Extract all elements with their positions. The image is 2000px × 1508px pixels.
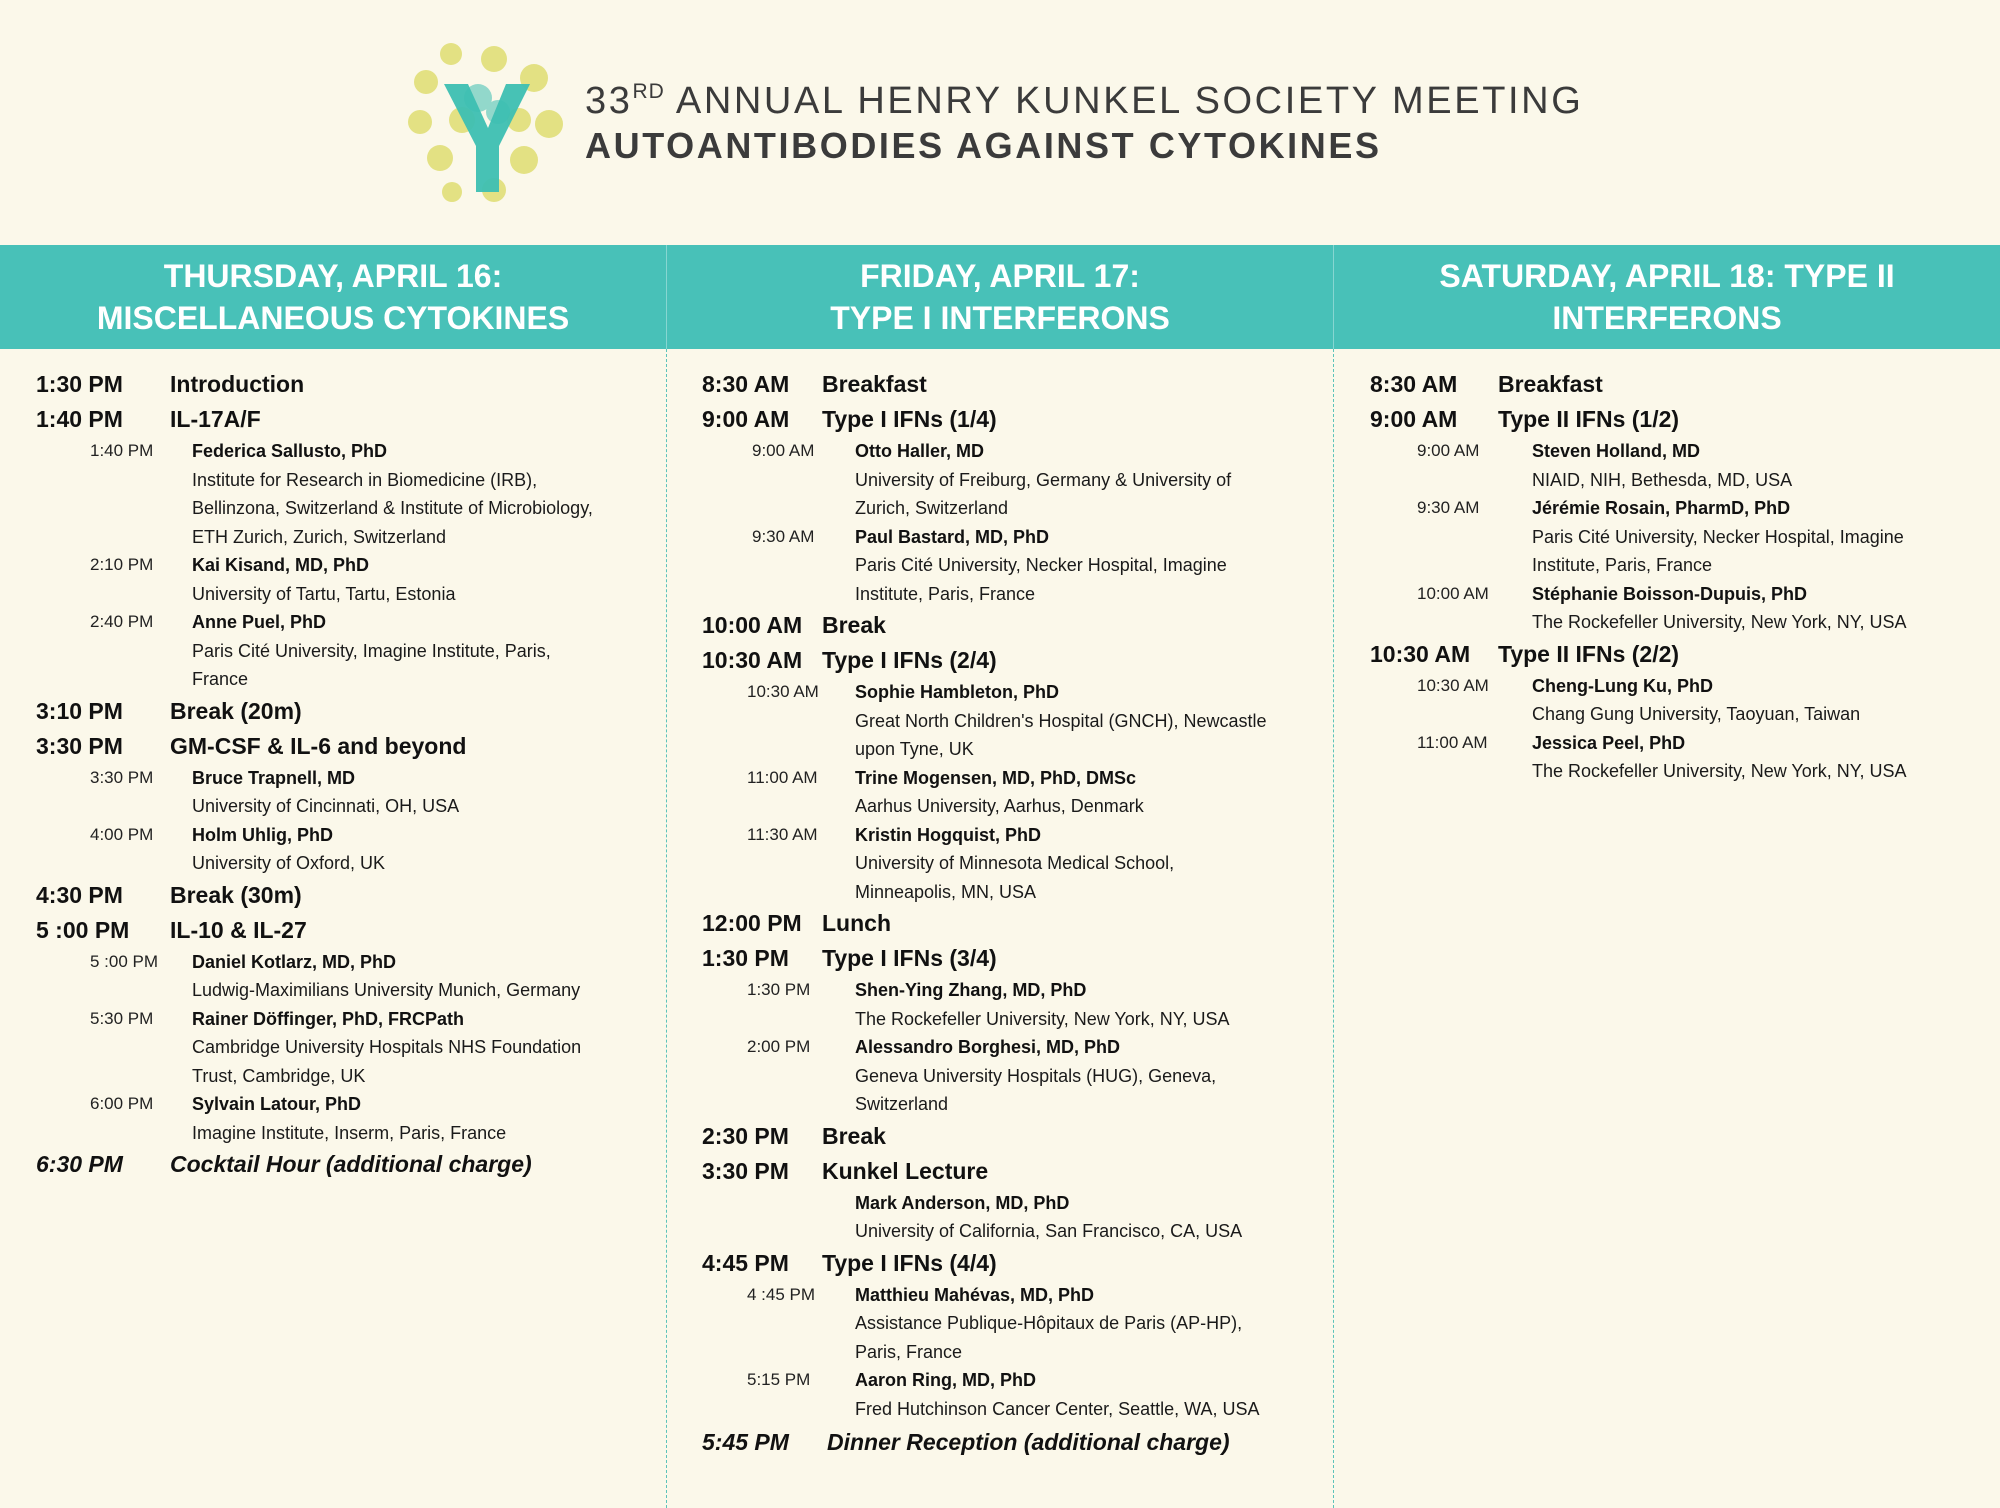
talk-row xyxy=(702,1281,1322,1367)
speaker-name: Matthieu Mahévas, MD, PhD xyxy=(855,1284,1095,1305)
session-title: Type II IFNs (1/2) xyxy=(1498,406,1680,432)
speaker-affiliation: University of Tartu, Tartu, Estonia xyxy=(192,583,456,604)
talk-time: 2:00 PM xyxy=(747,1037,811,1056)
speaker-affiliation: The Rockefeller University, New York, NY, USA xyxy=(855,1008,1230,1029)
session-title: Kunkel Lecture xyxy=(822,1157,989,1184)
talk-row xyxy=(702,1189,1322,1246)
speaker-name: Alessandro Borghesi, MD, PhD xyxy=(855,1037,1121,1057)
session-row xyxy=(702,1119,1322,1154)
speaker-affiliation: Fred Hutchinson Cancer Center, Seattle, WA, USA xyxy=(855,1398,1260,1419)
speaker-affiliation: Great North Children's Hospital (GNCH), Newcastle upon Tyne, UK xyxy=(855,710,1267,759)
talk-time: 10:30 AM xyxy=(747,682,819,701)
meeting-title-text: ANNUAL HENRY KUNKEL SOCIETY MEETING xyxy=(664,80,1584,122)
session-row xyxy=(702,1425,1322,1460)
session-row xyxy=(36,913,656,948)
session-row xyxy=(702,1154,1322,1189)
session-title: Cocktail Hour (additional charge) xyxy=(170,1151,532,1177)
session-time: 2:30 PM xyxy=(702,1122,789,1149)
session-row xyxy=(702,941,1322,976)
day-header-line1: FRIDAY, APRIL 17: xyxy=(860,258,1140,294)
talk-time: 5:15 PM xyxy=(747,1370,811,1389)
session-title: Breakfast xyxy=(822,371,927,397)
session-title: Dinner Reception (additional charge) xyxy=(827,1429,1230,1455)
session-row xyxy=(36,878,656,913)
session-row xyxy=(702,402,1322,437)
session-time: 9:00 AM xyxy=(1370,406,1458,432)
session-title: Type II IFNs (2/2) xyxy=(1498,640,1680,667)
speaker-name: Jérémie Rosain, PharmD, PhD xyxy=(1532,498,1791,518)
speaker-name: Sylvain Latour, PhD xyxy=(192,1094,362,1114)
speaker-affiliation: Cambridge University Hospitals NHS Foundation Trust, Cambridge, UK xyxy=(192,1037,582,1086)
session-title: Breakfast xyxy=(1498,371,1603,397)
speaker-name: Kai Kisand, MD, PhD xyxy=(192,555,370,575)
talk-time: 11:30 AM xyxy=(747,824,818,844)
session-time: 10:30 AM xyxy=(702,647,803,673)
session-title: IL-10 & IL-27 xyxy=(170,916,307,943)
speaker-affiliation: The Rockefeller University, New York, NY, USA xyxy=(1532,612,1907,632)
friday-column xyxy=(666,349,1333,1508)
meeting-title xyxy=(585,80,1583,123)
session-title: Type I IFNs (1/4) xyxy=(822,406,997,432)
talk-time: 5 :00 PM xyxy=(90,951,159,971)
session-time: 10:00 AM xyxy=(702,612,803,638)
session-row xyxy=(702,608,1322,643)
speaker-name: Bruce Trapnell, MD xyxy=(192,767,356,788)
talk-row xyxy=(1370,729,1990,786)
session-time: 5 :00 PM xyxy=(36,916,130,943)
speaker-affiliation: NIAID, NIH, Bethesda, MD, USA xyxy=(1532,469,1793,490)
speaker-name: Federica Sallusto, PhD xyxy=(192,441,388,461)
session-time: 4:30 PM xyxy=(36,881,123,908)
talk-time: 11:00 AM xyxy=(747,767,818,787)
session-row xyxy=(36,1147,656,1182)
session-title: Break xyxy=(822,612,886,638)
talk-time: 10:00 AM xyxy=(1417,583,1489,603)
session-row xyxy=(702,1246,1322,1281)
session-title: GM-CSF & IL-6 and beyond xyxy=(170,732,467,759)
speaker-name: Rainer Döffinger, PhD, FRCPath xyxy=(192,1008,465,1029)
talk-row xyxy=(702,764,1322,821)
edition-suffix: RD xyxy=(632,80,665,103)
day-header-thursday xyxy=(0,245,666,349)
session-time: 12:00 PM xyxy=(702,910,802,936)
day-header-line2: TYPE I INTERFERONS xyxy=(830,300,1170,336)
speaker-name: Aaron Ring, MD, PhD xyxy=(855,1370,1036,1390)
session-row xyxy=(1370,402,1990,437)
speaker-affiliation: Geneva University Hospitals (HUG), Geneva, Switzerland xyxy=(855,1065,1217,1114)
speaker-name: Cheng-Lung Ku, PhD xyxy=(1532,675,1713,696)
session-title: Break (20m) xyxy=(170,697,302,724)
session-title: IL-17A/F xyxy=(170,406,261,432)
talk-time: 9:00 AM xyxy=(752,441,815,460)
talk-time: 2:40 PM xyxy=(90,612,154,631)
talk-time: 5:30 PM xyxy=(90,1008,154,1028)
speaker-affiliation: University of Minnesota Medical School, Minneapolis, MN, USA xyxy=(855,853,1175,902)
session-time: 4:45 PM xyxy=(702,1249,789,1276)
session-time: 6:30 PM xyxy=(36,1151,123,1177)
talk-row xyxy=(702,821,1322,907)
speaker-affiliation: Chang Gung University, Taoyuan, Taiwan xyxy=(1532,704,1861,724)
session-row xyxy=(702,906,1322,941)
talk-time: 6:00 PM xyxy=(90,1094,154,1113)
speaker-name: Paul Bastard, MD, PhD xyxy=(855,526,1050,547)
speaker-affiliation: Aarhus University, Aarhus, Denmark xyxy=(855,796,1144,816)
talk-time: 9:30 AM xyxy=(1417,498,1480,517)
session-title: Break xyxy=(822,1122,886,1149)
session-time: 5:45 PM xyxy=(702,1429,789,1455)
speaker-affiliation: Paris Cité University, Imagine Institute, Paris, France xyxy=(192,640,551,689)
speaker-affiliation: University of Freiburg, Germany & University of Zurich, Switzerland xyxy=(855,469,1232,518)
speaker-name: Kristin Hogquist, PhD xyxy=(855,824,1041,845)
talk-time: 1:30 PM xyxy=(747,980,811,999)
day-header-line2: INTERFERONS xyxy=(1552,300,1782,336)
speaker-affiliation: Paris Cité University, Necker Hospital, Imagine Institute, Paris, France xyxy=(1532,526,1904,575)
speaker-affiliation: The Rockefeller University, New York, NY, USA xyxy=(1532,761,1907,781)
session-title: Introduction xyxy=(170,371,305,397)
talk-row xyxy=(36,948,656,1005)
session-time: 8:30 AM xyxy=(1370,371,1458,397)
talk-time: 2:10 PM xyxy=(90,555,154,574)
speaker-affiliation: University of Oxford, UK xyxy=(192,853,386,873)
talk-row xyxy=(1370,494,1990,580)
session-time: 1:30 PM xyxy=(36,371,123,397)
speaker-name: Anne Puel, PhD xyxy=(192,612,327,632)
speaker-name: Jessica Peel, PhD xyxy=(1532,732,1686,753)
talk-time: 3:30 PM xyxy=(90,767,154,787)
speaker-name: Daniel Kotlarz, MD, PhD xyxy=(192,951,397,972)
day-banner xyxy=(0,245,2000,349)
day-header-line1: THURSDAY, APRIL 16: xyxy=(163,258,503,294)
speaker-affiliation: Paris Cité University, Necker Hospital, Imagine Institute, Paris, France xyxy=(855,555,1227,604)
speaker-name: Otto Haller, MD xyxy=(855,441,985,461)
speaker-name: Mark Anderson, MD, PhD xyxy=(855,1192,1070,1213)
society-logo-icon xyxy=(406,42,566,204)
day-header-saturday xyxy=(1334,245,2000,349)
speaker-affiliation: Assistance Publique-Hôpitaux de Paris (AP-HP), Paris, France xyxy=(855,1313,1243,1362)
speaker-name: Holm Uhlig, PhD xyxy=(192,824,333,845)
talk-row xyxy=(36,1090,656,1147)
session-time: 9:00 AM xyxy=(702,406,790,432)
talk-row xyxy=(36,608,656,694)
session-title: Break (30m) xyxy=(170,881,302,908)
talk-row xyxy=(702,523,1322,609)
talk-row xyxy=(702,1366,1322,1423)
talk-row xyxy=(702,678,1322,764)
speaker-affiliation: Ludwig-Maximilians University Munich, Germany xyxy=(192,980,581,1000)
talk-time: 4 :45 PM xyxy=(747,1284,816,1304)
speaker-affiliation: University of Cincinnati, OH, USA xyxy=(192,796,460,816)
talk-row xyxy=(1370,437,1990,494)
talk-row xyxy=(1370,672,1990,729)
talk-row xyxy=(702,1033,1322,1119)
talk-row xyxy=(36,821,656,878)
page-header xyxy=(0,0,2000,245)
day-header-friday xyxy=(667,245,1333,349)
talk-time: 9:30 AM xyxy=(752,526,815,546)
session-row xyxy=(1370,637,1990,672)
talk-row xyxy=(36,1005,656,1091)
meeting-title-block xyxy=(585,80,1583,167)
talk-row xyxy=(36,551,656,608)
session-row xyxy=(36,729,656,764)
speaker-name: Sophie Hambleton, PhD xyxy=(855,682,1060,702)
talk-row xyxy=(702,976,1322,1033)
session-title: Lunch xyxy=(822,910,891,936)
session-time: 3:30 PM xyxy=(36,732,123,759)
session-title: Type I IFNs (3/4) xyxy=(822,945,997,971)
session-row xyxy=(36,694,656,729)
talk-time: 11:00 AM xyxy=(1417,732,1488,752)
talk-time: 9:00 AM xyxy=(1417,441,1480,460)
talk-time: 4:00 PM xyxy=(90,824,154,844)
talk-row xyxy=(36,764,656,821)
speaker-affiliation: Imagine Institute, Inserm, Paris, France xyxy=(192,1122,507,1143)
speaker-affiliation: University of California, San Francisco, CA, USA xyxy=(855,1221,1243,1241)
meeting-subtitle: AUTOANTIBODIES AGAINST CYTOKINES xyxy=(585,125,1382,166)
session-row xyxy=(36,402,656,437)
session-row xyxy=(1370,367,1990,402)
session-title: Type I IFNs (2/4) xyxy=(822,647,997,673)
talk-time: 1:40 PM xyxy=(90,441,154,460)
session-time: 3:30 PM xyxy=(702,1157,789,1184)
talk-row xyxy=(702,437,1322,523)
speaker-name: Trine Mogensen, MD, PhD, DMSc xyxy=(855,767,1137,788)
speaker-affiliation: Institute for Research in Biomedicine (IRB), Bellinzona, Switzerland & Institute of Microbiology, ETH Zurich, Zurich, Switzerland xyxy=(192,469,593,547)
saturday-column xyxy=(1333,349,2000,1508)
session-row xyxy=(702,643,1322,678)
talk-time: 10:30 AM xyxy=(1417,675,1489,695)
speaker-name: Shen-Ying Zhang, MD, PhD xyxy=(855,980,1087,1000)
day-header-line2: MISCELLANEOUS CYTOKINES xyxy=(96,300,570,336)
session-title: Type I IFNs (4/4) xyxy=(822,1249,997,1276)
session-time: 3:10 PM xyxy=(36,697,123,724)
session-time: 1:40 PM xyxy=(36,406,123,432)
talk-row xyxy=(36,437,656,551)
session-time: 10:30 AM xyxy=(1370,640,1471,667)
session-time: 8:30 AM xyxy=(702,371,790,397)
session-row xyxy=(702,367,1322,402)
day-header-line1: SATURDAY, APRIL 18: TYPE II xyxy=(1439,258,1895,294)
thursday-column xyxy=(0,349,666,1508)
speaker-name: Stéphanie Boisson-Dupuis, PhD xyxy=(1532,583,1808,604)
session-row xyxy=(36,367,656,402)
speaker-name: Steven Holland, MD xyxy=(1532,441,1701,461)
talk-row xyxy=(1370,580,1990,637)
session-time: 1:30 PM xyxy=(702,945,789,971)
edition-number: 33 xyxy=(585,80,633,122)
